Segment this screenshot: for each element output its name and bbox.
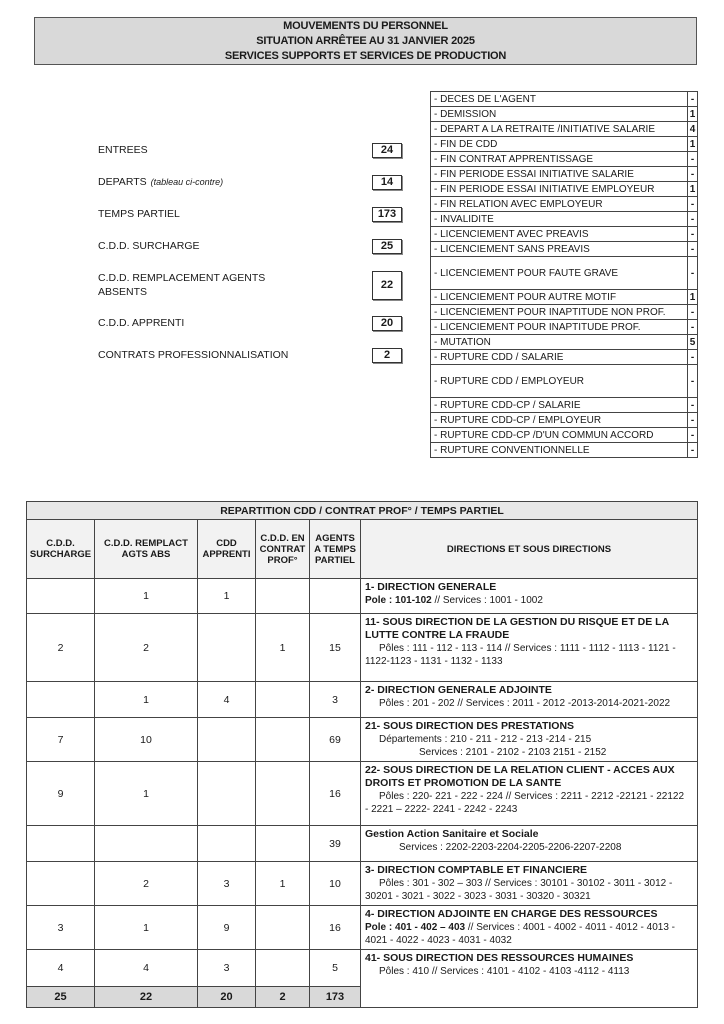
direction-detail: Pôles : 201 - 202 // Services : 2011 - 2012 -2013-2014-2021-2022 xyxy=(379,698,671,709)
col-header: C.D.D. REMPLACT AGTS ABS xyxy=(95,520,198,579)
departure-value: - xyxy=(688,227,698,242)
direction-title: 21- SOUS DIRECTION DES PRESTATIONS xyxy=(365,720,575,732)
cell-contrat-prof xyxy=(256,906,310,950)
summary-row-cdd-remplacement xyxy=(98,271,402,301)
summary-value: 25 xyxy=(372,239,402,254)
total-remplact: 22 xyxy=(95,987,198,1008)
direction-detail: Services : 2101 - 2102 - 2103 2151 - 2152 xyxy=(419,747,607,758)
cell-surcharge xyxy=(27,826,95,862)
direction-detail: Services : 2202-2203-2204-2205-2206-2207-2208 xyxy=(399,842,622,853)
departure-label: - DEPART A LA RETRAITE /INITIATIVE SALARIE xyxy=(431,122,688,137)
cell-contrat-prof xyxy=(256,762,310,826)
cell-temps-partiel: 5 xyxy=(310,950,361,987)
direction-title: 4- DIRECTION ADJOINTE EN CHARGE DES RESSOURCES xyxy=(365,908,658,920)
direction-detail: Départements : 210 - 211 - 212 - 213 -214 - 215 xyxy=(379,734,592,745)
cell-remplact xyxy=(95,826,198,862)
table-row xyxy=(27,718,698,762)
cell-direction xyxy=(361,862,698,906)
cell-apprenti: 1 xyxy=(198,579,256,614)
header-date: SITUATION ARRÊTEE AU 31 JANVIER 2025 xyxy=(256,35,475,47)
departure-value: 1 xyxy=(688,107,698,122)
cell-apprenti xyxy=(198,762,256,826)
summary-value: 2 xyxy=(372,348,402,363)
departure-label: - LICENCIEMENT SANS PREAVIS xyxy=(431,242,688,257)
summary-label: TEMPS PARTIEL xyxy=(98,208,180,220)
summary-label: CONTRATS PROFESSIONNALISATION xyxy=(98,349,289,361)
departure-row xyxy=(431,137,698,152)
departure-row xyxy=(431,122,698,137)
cell-apprenti: 3 xyxy=(198,862,256,906)
total-contrat-prof: 2 xyxy=(256,987,310,1008)
departure-label: - LICENCIEMENT POUR INAPTITUDE NON PROF. xyxy=(431,305,688,320)
cell-surcharge: 7 xyxy=(27,718,95,762)
summary-label: C.D.D. REMPLACEMENT AGENTS ABSENTS xyxy=(98,272,266,298)
cell-direction xyxy=(361,906,698,950)
cell-remplact: 1 xyxy=(95,762,198,826)
departure-value: - xyxy=(688,320,698,335)
direction-title: Gestion Action Sanitaire et Sociale xyxy=(365,828,539,840)
departure-value: - xyxy=(688,257,698,290)
report-header xyxy=(34,17,697,65)
departure-row xyxy=(431,443,698,458)
total-surcharge: 25 xyxy=(27,987,95,1008)
summary-label: DEPARTS (tableau ci-contre) xyxy=(98,176,224,188)
summary-row-temps-partiel xyxy=(98,207,402,223)
cell-remplact: 2 xyxy=(95,862,198,906)
departure-row xyxy=(431,227,698,242)
summary-label: ENTREES xyxy=(98,144,148,156)
cell-direction xyxy=(361,950,698,1008)
departure-label: - LICENCIEMENT POUR FAUTE GRAVE xyxy=(431,257,688,290)
direction-detail: Pôles : 410 // Services : 4101 - 4102 - 4103 -4112 - 4113 xyxy=(379,966,630,977)
direction-title: 1- DIRECTION GENERALE xyxy=(365,581,497,593)
departure-label: - FIN CONTRAT APPRENTISSAGE xyxy=(431,152,688,167)
departure-label: - MUTATION xyxy=(431,335,688,350)
departure-label: - RUPTURE CDD-CP / SALARIE xyxy=(431,398,688,413)
summary-row-contrats-pro xyxy=(98,348,402,364)
departure-label: - INVALIDITE xyxy=(431,212,688,227)
summary-note: (tableau ci-contre) xyxy=(150,177,224,187)
cell-direction xyxy=(361,826,698,862)
cell-temps-partiel: 15 xyxy=(310,614,361,682)
col-header: C.D.D. SURCHARGE xyxy=(27,520,95,579)
cell-direction xyxy=(361,682,698,718)
departure-value: 1 xyxy=(688,182,698,197)
direction-title: 41- SOUS DIRECTION DES RESSOURCES HUMAINES xyxy=(365,952,634,964)
departure-row xyxy=(431,242,698,257)
direction-detail: Pôles : 111 - 112 - 113 - 114 // Services : 1111 - 1112 - 1113 - 1121 - xyxy=(379,643,676,654)
table-row xyxy=(27,762,698,826)
cell-temps-partiel: 10 xyxy=(310,862,361,906)
cell-surcharge: 4 xyxy=(27,950,95,987)
departure-row xyxy=(431,182,698,197)
departure-label: - RUPTURE CDD / SALARIE xyxy=(431,350,688,365)
departure-value: 1 xyxy=(688,290,698,305)
cell-apprenti xyxy=(198,614,256,682)
cell-contrat-prof xyxy=(256,826,310,862)
departure-row xyxy=(431,335,698,350)
departure-value: - xyxy=(688,428,698,443)
cell-temps-partiel: 16 xyxy=(310,906,361,950)
departure-label: - RUPTURE CDD / EMPLOYEUR xyxy=(431,365,688,398)
direction-detail: 4021 - 4022 - 4023 - 4031 - 4032 xyxy=(365,935,512,946)
total-temps-partiel: 173 xyxy=(310,987,361,1008)
summary-label: C.D.D. SURCHARGE xyxy=(98,240,200,252)
departure-value: - xyxy=(688,242,698,257)
cell-apprenti: 3 xyxy=(198,950,256,987)
departure-row xyxy=(431,350,698,365)
departure-value: 5 xyxy=(688,335,698,350)
header-scope: SERVICES SUPPORTS ET SERVICES DE PRODUCTION xyxy=(224,50,507,62)
summary-value: 22 xyxy=(372,271,402,300)
cell-temps-partiel xyxy=(310,579,361,614)
direction-title: 22- SOUS DIRECTION DE LA RELATION CLIENT - ACCES AUX DROITS ET PROMOTION DE LA SANTE xyxy=(365,764,675,789)
departure-label: - FIN DE CDD xyxy=(431,137,688,152)
summary-value: 14 xyxy=(372,175,402,190)
cell-surcharge xyxy=(27,579,95,614)
departure-value: - xyxy=(688,197,698,212)
departure-value: - xyxy=(688,398,698,413)
cell-temps-partiel: 39 xyxy=(310,826,361,862)
cell-surcharge xyxy=(27,862,95,906)
summary-row-entrees xyxy=(98,143,402,159)
departure-value: - xyxy=(688,413,698,428)
direction-detail: Pole : 401 - 402 – 403 // Services : 4001 - 4002 - 4011 - 4012 - 4013 - xyxy=(365,922,676,933)
table-row xyxy=(27,614,698,682)
cell-surcharge: 3 xyxy=(27,906,95,950)
departure-row xyxy=(431,428,698,443)
table-row xyxy=(27,579,698,614)
cell-temps-partiel: 16 xyxy=(310,762,361,826)
departure-row xyxy=(431,365,698,398)
departure-label: - FIN PERIODE ESSAI INITIATIVE EMPLOYEUR xyxy=(431,182,688,197)
departure-label: - LICENCIEMENT POUR AUTRE MOTIF xyxy=(431,290,688,305)
departure-row xyxy=(431,398,698,413)
table-row xyxy=(27,950,698,987)
summary-label: C.D.D. APPRENTI xyxy=(98,317,185,329)
col-header: AGENTS A TEMPS PARTIEL xyxy=(310,520,361,579)
table-row xyxy=(27,826,698,862)
cell-temps-partiel: 3 xyxy=(310,682,361,718)
table-row xyxy=(27,862,698,906)
cell-remplact: 1 xyxy=(95,579,198,614)
departure-value: - xyxy=(688,92,698,107)
departure-label: - LICENCIEMENT AVEC PREAVIS xyxy=(431,227,688,242)
cell-direction xyxy=(361,614,698,682)
col-header: CDD APPRENTI xyxy=(198,520,256,579)
cell-contrat-prof: 1 xyxy=(256,614,310,682)
direction-detail: 1122-1123 - 1131 - 1132 - 1133 xyxy=(365,656,503,667)
cell-apprenti: 4 xyxy=(198,682,256,718)
departure-row xyxy=(431,107,698,122)
cell-direction xyxy=(361,579,698,614)
departure-row xyxy=(431,320,698,335)
departure-label: - RUPTURE CONVENTIONNELLE xyxy=(431,443,688,458)
summary-value: 24 xyxy=(372,143,402,158)
departure-label: - LICENCIEMENT POUR INAPTITUDE PROF. xyxy=(431,320,688,335)
cell-contrat-prof xyxy=(256,950,310,987)
cell-contrat-prof xyxy=(256,682,310,718)
summary-value: 173 xyxy=(372,207,402,222)
total-apprenti: 20 xyxy=(198,987,256,1008)
col-header: DIRECTIONS ET SOUS DIRECTIONS xyxy=(361,520,698,579)
departure-label: - RUPTURE CDD-CP /D'UN COMMUN ACCORD xyxy=(431,428,688,443)
cell-surcharge: 2 xyxy=(27,614,95,682)
col-header: C.D.D. EN CONTRAT PROF° xyxy=(256,520,310,579)
direction-title: 11- SOUS DIRECTION DE LA GESTION DU RISQUE ET DE LA LUTTE CONTRE LA FRAUDE xyxy=(365,616,669,641)
departure-label: - RUPTURE CDD-CP / EMPLOYEUR xyxy=(431,413,688,428)
cell-direction xyxy=(361,762,698,826)
departure-row xyxy=(431,305,698,320)
summary-row-departs xyxy=(98,175,402,191)
summary-value: 20 xyxy=(372,316,402,331)
departure-row xyxy=(431,92,698,107)
cell-surcharge: 9 xyxy=(27,762,95,826)
summary-row-cdd-surcharge xyxy=(98,239,402,255)
departure-label: - DECES DE L'AGENT xyxy=(431,92,688,107)
cell-direction xyxy=(361,718,698,762)
direction-detail: Pôles : 220- 221 - 222 - 224 // Services : 2211 - 2212 -22121 - 22122 xyxy=(379,791,685,802)
cell-remplact: 2 xyxy=(95,614,198,682)
header-title: MOUVEMENTS DU PERSONNEL xyxy=(283,20,448,32)
cell-surcharge xyxy=(27,682,95,718)
departure-label: - FIN PERIODE ESSAI INITIATIVE SALARIE xyxy=(431,167,688,182)
direction-detail: Pôles : 301 - 302 – 303 // Services : 30101 - 30102 - 3011 - 3012 - xyxy=(379,878,673,889)
departure-row xyxy=(431,167,698,182)
departure-label: - FIN RELATION AVEC EMPLOYEUR xyxy=(431,197,688,212)
departure-value: - xyxy=(688,350,698,365)
table-row xyxy=(27,682,698,718)
departure-value: - xyxy=(688,152,698,167)
cell-apprenti xyxy=(198,826,256,862)
departure-value: 1 xyxy=(688,137,698,152)
departure-value: - xyxy=(688,365,698,398)
departure-value: - xyxy=(688,167,698,182)
cell-apprenti xyxy=(198,718,256,762)
departure-value: - xyxy=(688,305,698,320)
departure-row xyxy=(431,290,698,305)
departure-label: - DEMISSION xyxy=(431,107,688,122)
cell-apprenti: 9 xyxy=(198,906,256,950)
cell-contrat-prof: 1 xyxy=(256,862,310,906)
departure-row xyxy=(431,413,698,428)
departure-row xyxy=(431,212,698,227)
repartition-title: REPARTITION CDD / CONTRAT PROF° / TEMPS PARTIEL xyxy=(27,502,698,520)
cell-contrat-prof xyxy=(256,579,310,614)
summary-row-cdd-apprenti xyxy=(98,316,402,332)
departures-table xyxy=(430,91,698,458)
cell-remplact: 10 xyxy=(95,718,198,762)
cell-temps-partiel: 69 xyxy=(310,718,361,762)
table-row xyxy=(27,906,698,950)
cell-remplact: 1 xyxy=(95,906,198,950)
departure-value: - xyxy=(688,212,698,227)
direction-title: 2- DIRECTION GENERALE ADJOINTE xyxy=(365,684,552,696)
direction-detail: - 2221 – 2222- 2241 - 2242 - 2243 xyxy=(365,804,518,815)
repartition-table xyxy=(26,501,698,1008)
direction-detail: 30201 - 3021 - 3022 - 3023 - 3031 - 30320 - 30321 xyxy=(365,891,591,902)
direction-title: 3- DIRECTION COMPTABLE ET FINANCIERE xyxy=(365,864,588,876)
departure-value: - xyxy=(688,443,698,458)
departure-row xyxy=(431,257,698,290)
direction-detail: Pole : 101-102 // Services : 1001 - 1002 xyxy=(365,595,543,606)
cell-remplact: 1 xyxy=(95,682,198,718)
cell-remplact: 4 xyxy=(95,950,198,987)
departure-row xyxy=(431,152,698,167)
departure-value: 4 xyxy=(688,122,698,137)
cell-contrat-prof xyxy=(256,718,310,762)
departure-row xyxy=(431,197,698,212)
